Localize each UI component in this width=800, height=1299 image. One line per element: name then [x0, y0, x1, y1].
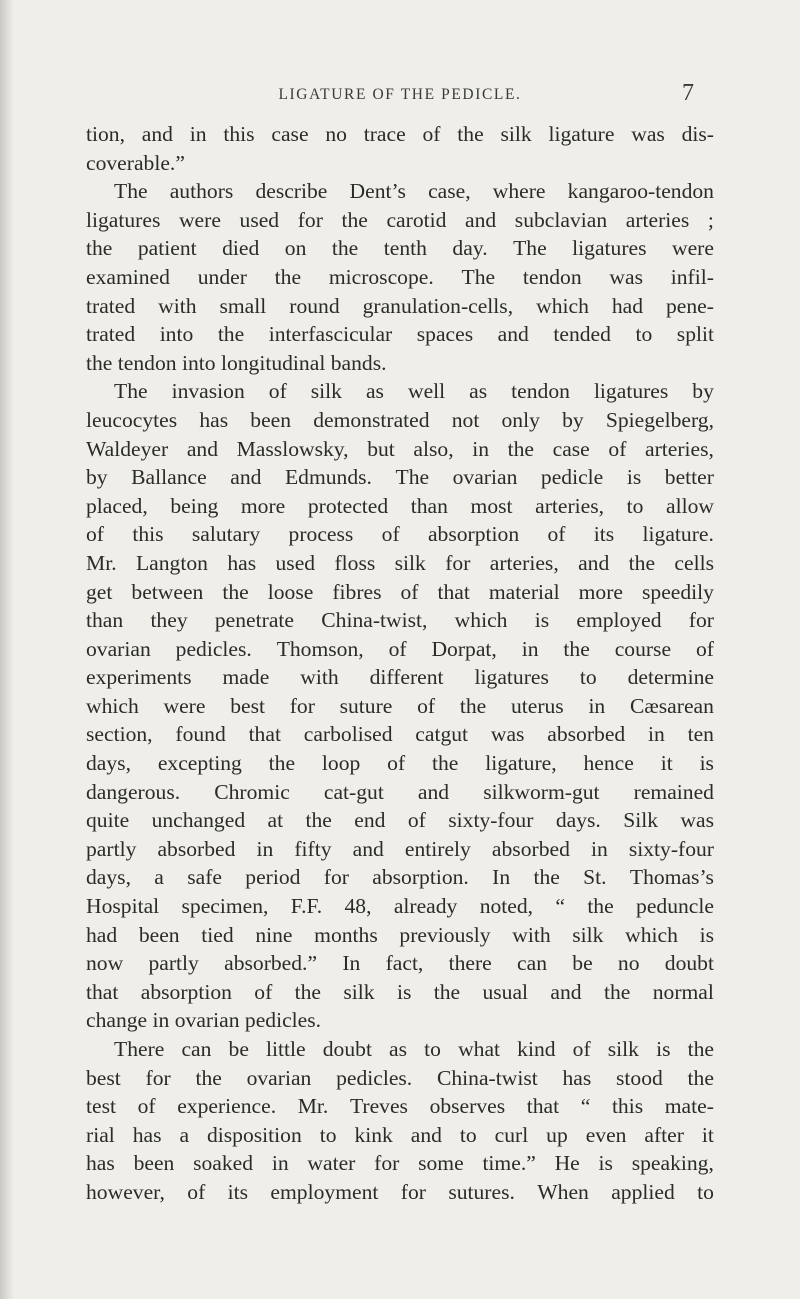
- text-line: Waldeyer and Masslowsky, but also, in the case of arteries,: [86, 436, 714, 461]
- text-line: experiments made with different ligatures to determine: [86, 665, 714, 690]
- text-line: trated into the interfascicular spaces and tended to split: [86, 322, 714, 347]
- text-line: tion, and in this case no trace of the silk ligature was dis-: [86, 122, 714, 146]
- text-line: change in ovarian pedicles.: [86, 1008, 322, 1033]
- text-line: rial has a disposition to kink and to curl up even after it: [86, 1122, 714, 1147]
- text-line: best for the ovarian pedicles. China-twist has stood the: [86, 1065, 714, 1090]
- text-line: now partly absorbed.” In fact, there can be no doubt: [86, 951, 714, 976]
- text-line: partly absorbed in fifty and entirely absorbed in sixty-four: [86, 836, 714, 861]
- text-line: which were best for suture of the uterus in Cæsarean: [86, 693, 714, 718]
- text-line: Mr. Langton has used floss silk for arteries, and the cells: [86, 550, 714, 575]
- text-line: has been soaked in water for some time.” He is speaking,: [86, 1151, 714, 1176]
- text-line: the patient died on the tenth day. The ligatures were: [86, 236, 714, 261]
- text-line: coverable.”: [86, 150, 185, 175]
- text-line: Hospital specimen, F.F. 48, already noted, “ the peduncle: [86, 894, 714, 919]
- text-line: quite unchanged at the end of sixty-four days. Silk was: [86, 808, 714, 833]
- text-line: dangerous. Chromic cat-gut and silkworm-gut remained: [86, 779, 714, 804]
- text-line: examined under the microscope. The tendon was infil-: [86, 264, 714, 289]
- text-line: days, excepting the loop of the ligature, hence it is: [86, 751, 714, 776]
- text-line: The invasion of silk as well as tendon ligatures by: [114, 379, 714, 404]
- text-line: test of experience. Mr. Treves observes that “ this mate-: [86, 1094, 714, 1119]
- body-text: [86, 120, 714, 1207]
- text-line: ovarian pedicles. Thomson, of Dorpat, in the course of: [86, 636, 714, 661]
- text-line: of this salutary process of absorption of its ligature.: [86, 522, 714, 547]
- text-line: had been tied nine months previously with silk which is: [86, 922, 714, 947]
- binding-shadow: [0, 0, 14, 1299]
- text-line: section, found that carbolised catgut was absorbed in ten: [86, 722, 714, 747]
- text-line: There can be little doubt as to what kind of silk is the: [114, 1037, 714, 1061]
- text-line: trated with small round granulation-cells, which had pene-: [86, 293, 714, 318]
- text-line: get between the loose fibres of that material more speedily: [86, 579, 714, 604]
- text-line: that absorption of the silk is the usual and the normal: [86, 979, 714, 1004]
- text-line: than they penetrate China-twist, which is employed for: [86, 608, 714, 633]
- page-number: 7: [682, 80, 694, 106]
- text-line: by Ballance and Edmunds. The ovarian pedicle is better: [86, 465, 714, 490]
- running-head: [0, 80, 800, 108]
- text-line: leucocytes has been demonstrated not only by Spiegelberg,: [86, 407, 714, 432]
- running-head-title: LIGATURE OF THE PEDICLE.: [278, 86, 522, 103]
- text-line: days, a safe period for absorption. In the St. Thomas’s: [86, 865, 714, 890]
- text-line: the tendon into longitudinal bands.: [86, 350, 387, 375]
- text-line: The authors describe Dent’s case, where kangaroo-tendon: [114, 179, 714, 204]
- text-line: however, of its employment for sutures. When applied to: [86, 1179, 714, 1204]
- text-line: ligatures were used for the carotid and subclavian arteries ;: [86, 207, 714, 232]
- text-line: placed, being more protected than most arteries, to allow: [86, 493, 714, 518]
